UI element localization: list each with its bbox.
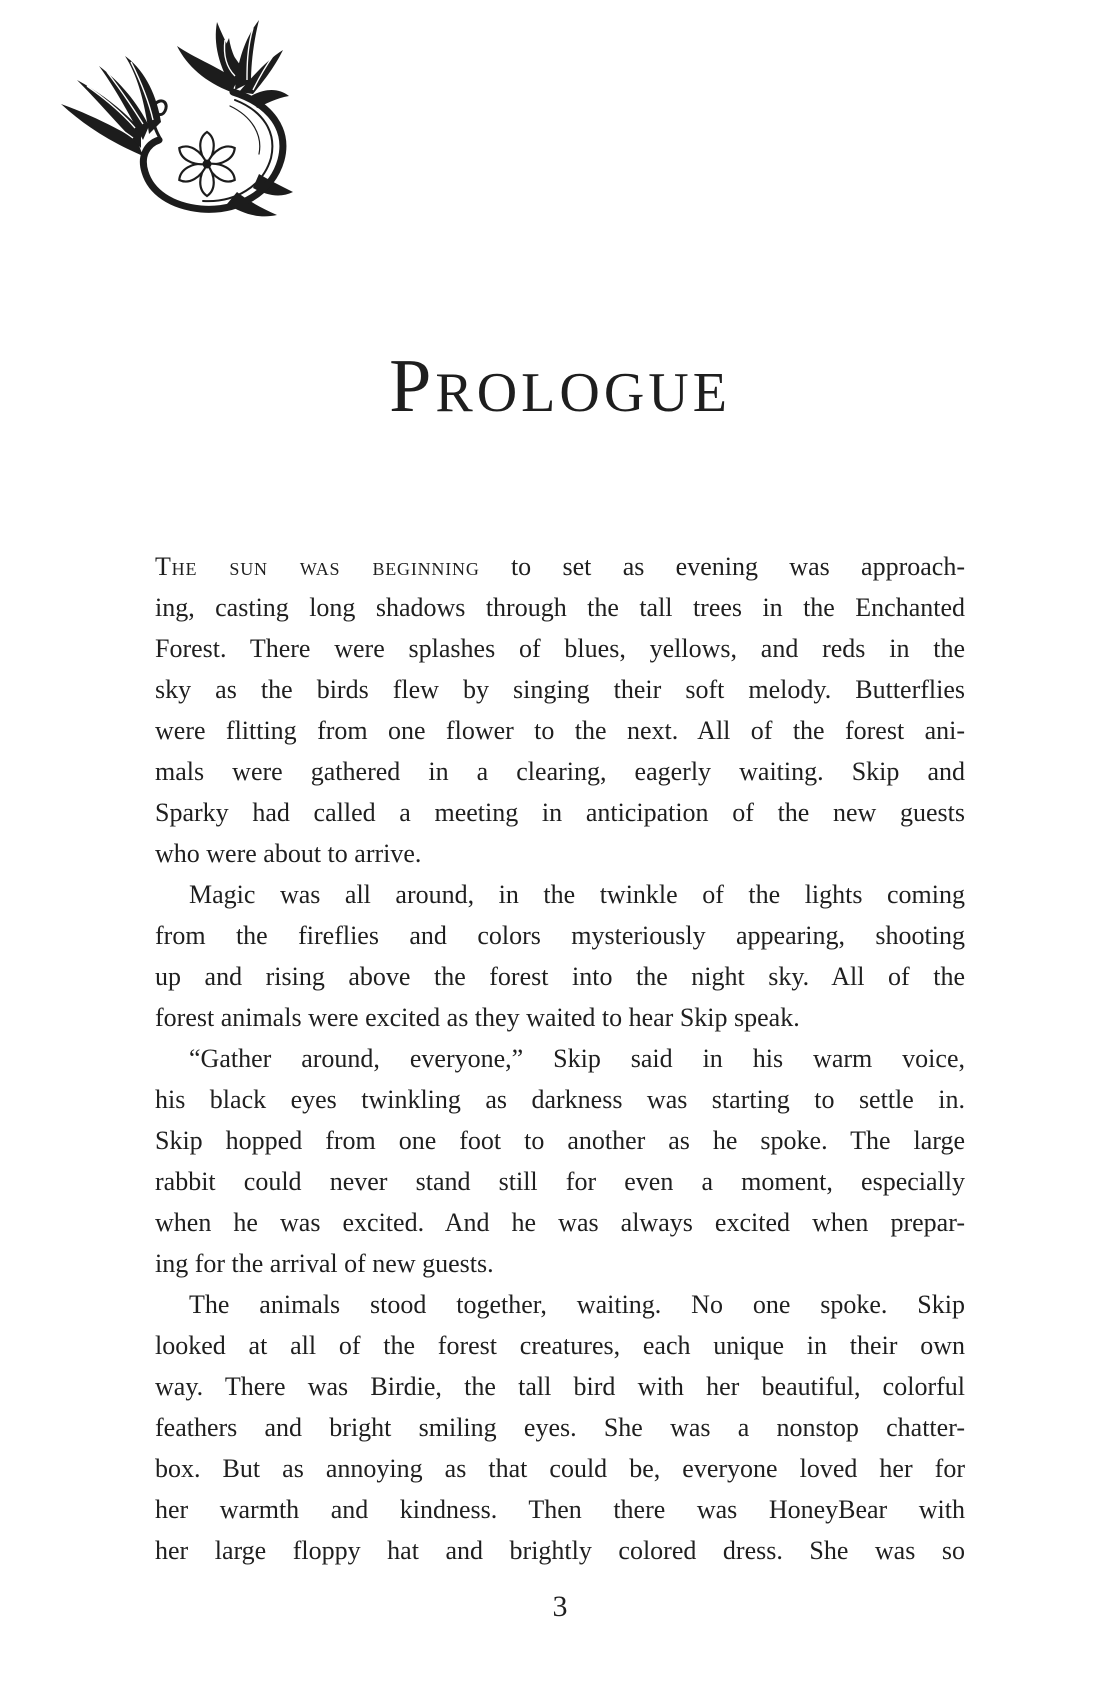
body-line: sky as the birds flew by singing their soft melody. Butterflies xyxy=(155,675,965,704)
page-number: 3 xyxy=(552,1590,568,1623)
body-line: Sparky had called a meeting in anticipation of the new guests xyxy=(155,798,965,827)
body-line: rabbit could never stand still for even a moment, especially xyxy=(155,1167,965,1196)
body-line: his black eyes twinkling as darkness was starting to settle in. xyxy=(155,1085,965,1114)
body-line: from the fireflies and colors mysteriously appearing, shooting xyxy=(155,921,965,950)
body-line: ing for the arrival of new guests. xyxy=(155,1249,494,1278)
body-line: The sun was beginning to set as evening was approach- xyxy=(155,552,965,581)
flower-icon xyxy=(176,132,238,196)
body-line: Forest. There were splashes of blues, yellows, and reds in the xyxy=(155,634,965,663)
body-line: forest animals were excited as they waited to hear Skip speak. xyxy=(155,1003,800,1032)
body-text xyxy=(155,546,965,1571)
body-line: her warmth and kindness. Then there was HoneyBear with xyxy=(155,1495,965,1524)
body-line: were flitting from one flower to the next. All of the forest ani- xyxy=(155,716,965,745)
chapter-title xyxy=(155,344,965,445)
body-line: when he was excited. And he was always excited when prepar- xyxy=(155,1208,965,1237)
body-line: The animals stood together, waiting. No one spoke. Skip xyxy=(189,1290,965,1319)
body-line: her large floppy hat and brightly colored dress. She was so xyxy=(155,1536,965,1565)
body-line: who were about to arrive. xyxy=(155,839,422,868)
body-line: mals were gathered in a clearing, eagerly waiting. Skip and xyxy=(155,757,965,786)
body-line: Magic was all around, in the twinkle of the lights coming xyxy=(189,880,965,909)
body-line: Skip hopped from one foot to another as he spoke. The large xyxy=(155,1126,965,1155)
body-line: box. But as annoying as that could be, everyone loved her for xyxy=(155,1454,965,1483)
small-caps-lead: The sun was beginning xyxy=(155,552,480,581)
chapter-title-initial: P xyxy=(389,344,436,428)
body-line: “Gather around, everyone,” Skip said in his warm voice, xyxy=(189,1044,965,1073)
body-line: feathers and bright smiling eyes. She was a nonstop chatter- xyxy=(155,1413,965,1442)
body-line: ing, casting long shadows through the tall trees in the Enchanted xyxy=(155,593,965,622)
chapter-title-rest: ROLOGUE xyxy=(435,362,731,424)
body-line: up and rising above the forest into the night sky. All of the xyxy=(155,962,965,991)
floral-flourish-ornament xyxy=(55,12,295,217)
body-line: way. There was Birdie, the tall bird with her beautiful, colorful xyxy=(155,1372,965,1401)
body-line: looked at all of the forest creatures, each unique in their own xyxy=(155,1331,965,1360)
